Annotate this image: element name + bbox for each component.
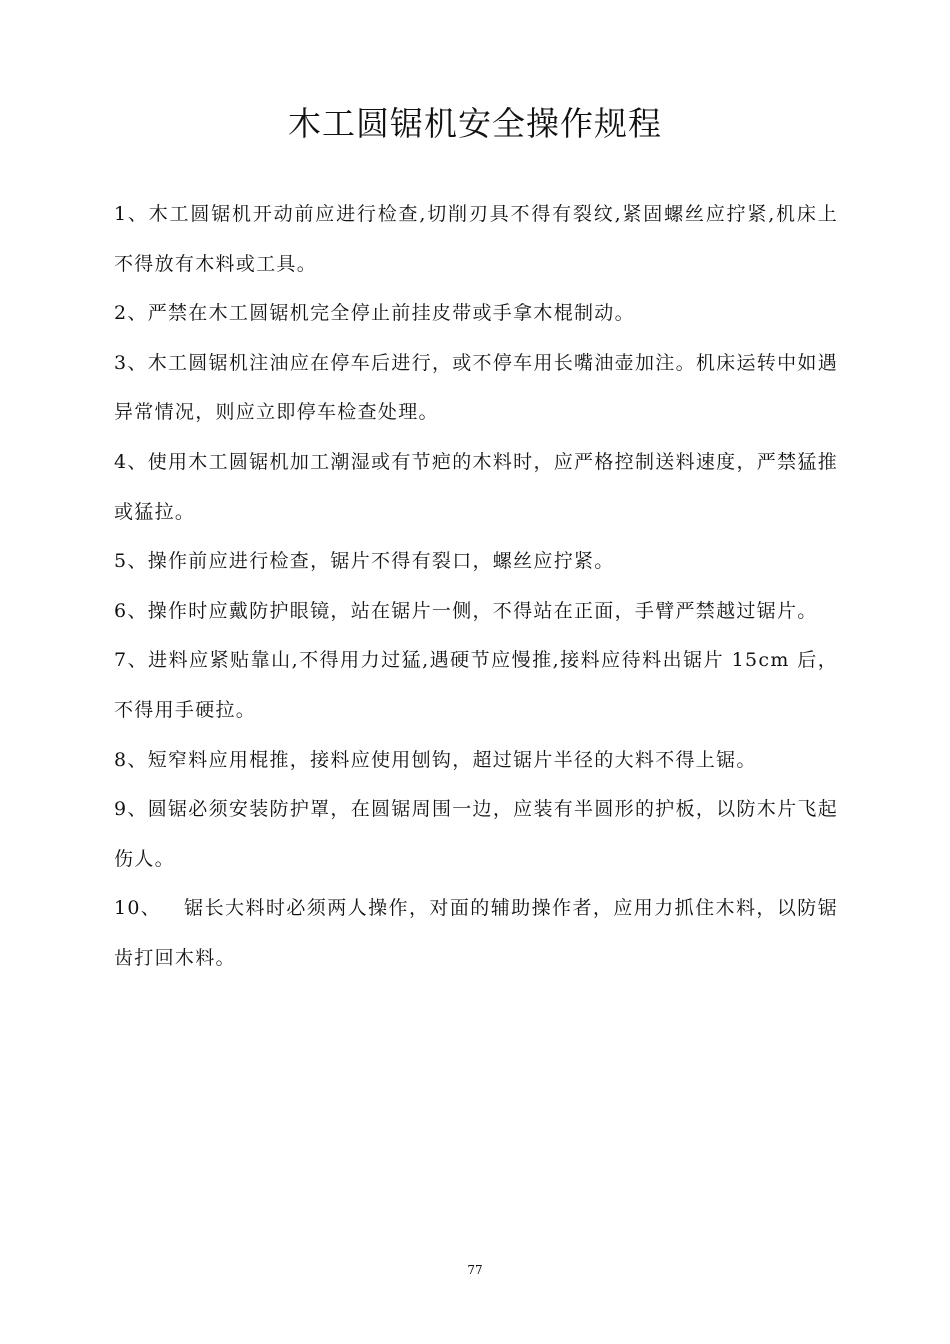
list-item [114,190,838,289]
list-item [114,587,838,637]
item-number: 2、 [114,302,148,325]
item-text: 锯长大料时必须两人操作，对面的辅助操作者，应用力抓住木料，以防锯齿打回木料。 [114,897,838,969]
item-number: 4、 [114,450,148,473]
list-item [114,537,838,587]
item-number: 3、 [114,351,148,374]
list-item [114,438,838,537]
item-text: 操作前应进行检查，锯片不得有裂口，螺丝应拧紧。 [147,550,615,573]
item-number: 6、 [114,599,148,622]
list-item [114,636,838,735]
item-text: 圆锯必须安装防护罩，在圆锯周围一边，应装有半圆形的护板，以防木片飞起伤人。 [114,798,838,870]
list-item [114,289,838,339]
item-text: 木工圆锯机开动前应进行检查,切削刃具不得有裂纹,紧固螺丝应拧紧,机床上不得放有木料或工具。 [114,203,838,275]
item-number: 10、 [114,897,162,920]
item-number: 1、 [114,203,149,225]
item-number: 9、 [114,798,148,821]
item-text: 木工圆锯机注油应在停车后进行，或不停车用长嘴油壶加注。机床运转中如遇异常情况，则应立即停车检查处理。 [114,351,838,424]
list-item [114,736,838,786]
list-item [114,884,838,983]
page-number: 77 [467,1263,483,1277]
item-text: 严禁在木工圆锯机完全停止前挂皮带或手拿木棍制动。 [147,302,635,325]
item-text: 操作时应戴防护眼镜，站在锯片一侧，不得站在正面，手臂严禁越过锯片。 [147,599,818,622]
regulation-list [114,190,838,984]
item-number: 5、 [114,550,148,573]
item-number: 7、 [114,649,149,672]
item-text: 进料应紧贴靠山,不得用力过猛,遇硬节应慢推,接料应待料出锯片 15cm 后，不得用手硬拉。 [114,649,838,721]
page-title: 木工圆锯机安全操作规程 [288,104,662,143]
list-item [114,785,838,884]
list-item [114,339,838,438]
item-text: 使用木工圆锯机加工潮湿或有节疤的木料时，应严格控制送料速度，严禁猛推或猛拉。 [114,450,838,523]
item-text: 短窄料应用棍推，接料应使用刨钩，超过锯片半径的大料不得上锯。 [147,748,757,771]
item-number: 8、 [114,748,148,771]
